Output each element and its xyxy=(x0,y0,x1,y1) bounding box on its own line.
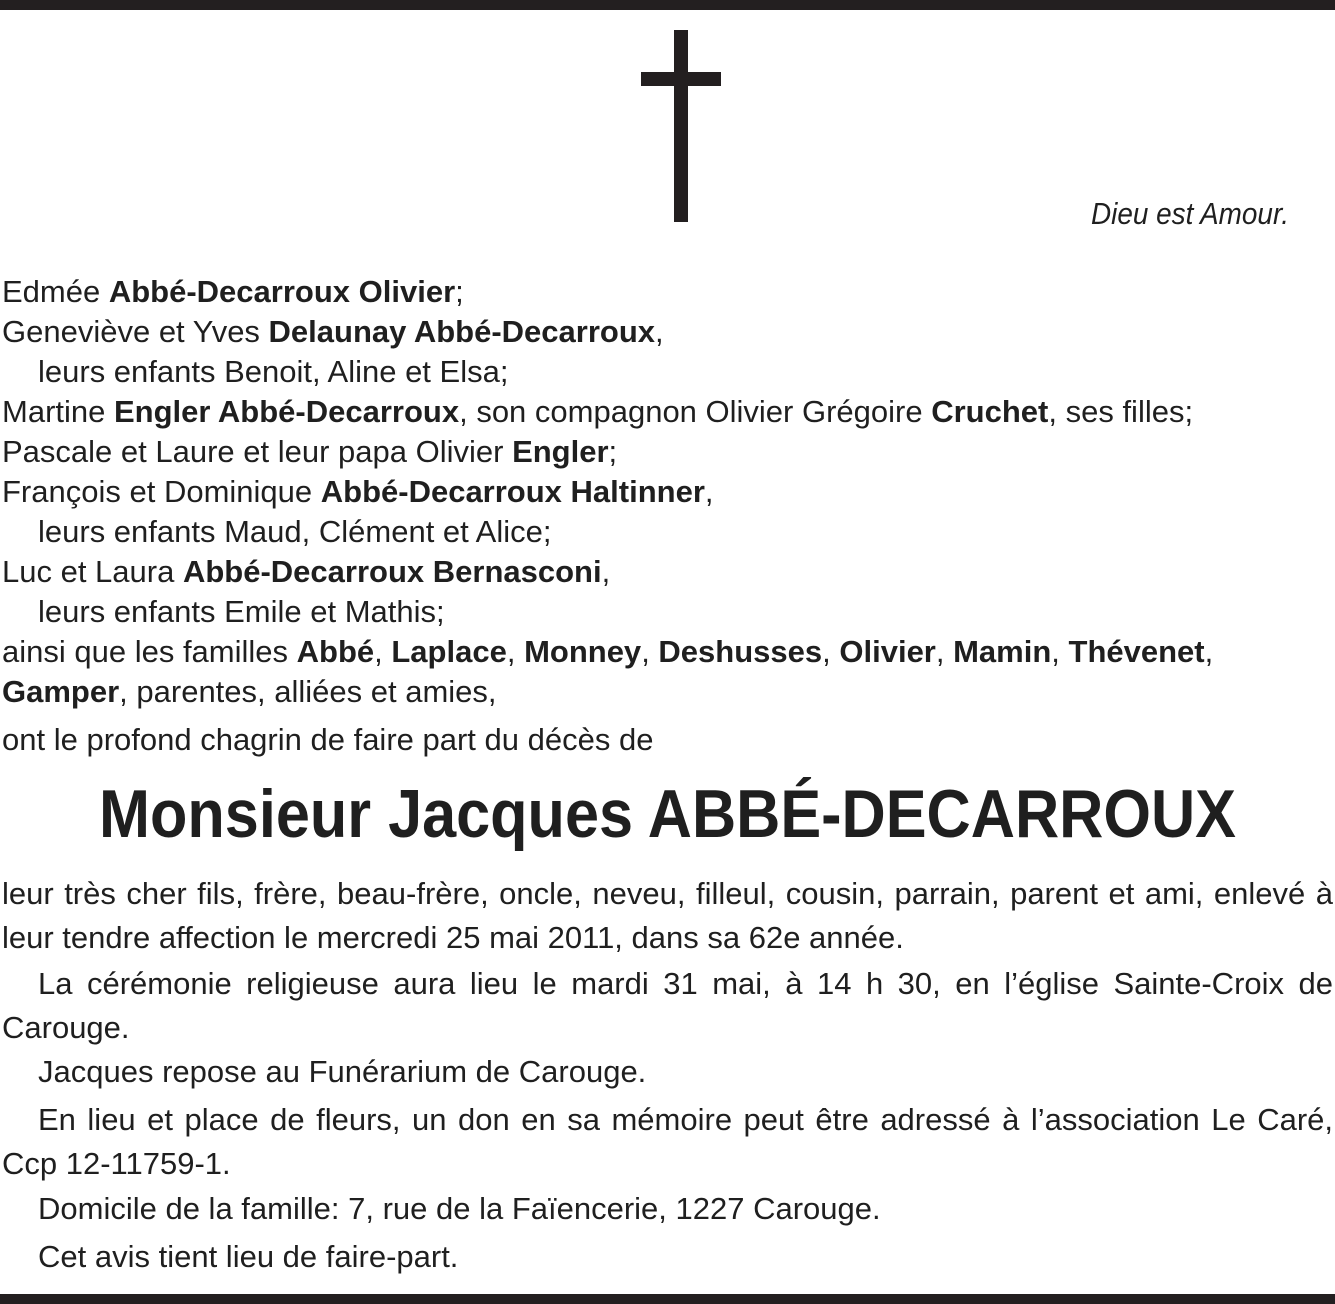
family-line xyxy=(38,592,445,632)
top-rule xyxy=(0,0,1335,10)
family-name: Laplace xyxy=(391,634,507,669)
motto: Dieu est Amour. xyxy=(1091,196,1289,231)
family-name: Abbé-Decarroux Bernasconi xyxy=(182,554,602,589)
family-line xyxy=(2,472,714,512)
family-name: Engler xyxy=(512,434,609,469)
family-text: , xyxy=(655,314,664,349)
family-text: , xyxy=(641,634,659,669)
family-line xyxy=(38,512,551,552)
family-text: , parentes, alliées et amies, xyxy=(119,674,497,709)
domicile-paragraph: Domicile de la famille: 7, rue de la Faïencerie, 1227 Carouge. xyxy=(38,1191,881,1226)
family-name: Cruchet xyxy=(931,394,1049,429)
family-text: Martine xyxy=(2,394,114,429)
deceased-name: Monsieur Jacques ABBÉ-DECARROUX xyxy=(99,776,1236,852)
family-text: François et Dominique xyxy=(2,474,321,509)
family-text: Edmée xyxy=(2,274,109,309)
family-line xyxy=(38,352,508,392)
family-text: , xyxy=(1204,634,1214,669)
family-text: , xyxy=(506,634,525,669)
family-name: Gamper xyxy=(2,674,120,709)
notice-paragraph: Cet avis tient lieu de faire-part. xyxy=(38,1239,459,1274)
family-line xyxy=(2,432,617,472)
family-text: Geneviève et Yves xyxy=(2,314,269,349)
family-text: Luc et Laura xyxy=(2,554,183,589)
family-name: Thévenet xyxy=(1068,634,1205,669)
family-name: Abbé-Decarroux Olivier xyxy=(108,274,456,309)
family-text: leurs enfants Emile et Mathis; xyxy=(38,594,445,629)
family-line xyxy=(2,552,610,592)
donation-paragraph: En lieu et place de fleurs, un don en sa mémoire peut être adressé à l’association Le Caré, Ccp 12-11759-1. xyxy=(2,1102,1333,1181)
family-name: Delaunay Abbé-Decarroux xyxy=(268,314,656,349)
family-text: , ses filles; xyxy=(1048,394,1194,429)
rest-paragraph: Jacques repose au Funérarium de Carouge. xyxy=(38,1054,647,1089)
family-text: , xyxy=(601,554,611,589)
family-text: , xyxy=(374,634,392,669)
ceremony-paragraph: La cérémonie religieuse aura lieu le mardi 31 mai, à 14 h 30, en l’église Sainte-Croix de Carouge. xyxy=(2,966,1333,1045)
family-text: leurs enfants Maud, Clément et Alice; xyxy=(38,514,552,549)
family-name: Olivier xyxy=(839,634,936,669)
family-line xyxy=(2,392,1193,432)
family-name: Deshusses xyxy=(658,634,823,669)
family-text: , xyxy=(822,634,840,669)
family-text: ; xyxy=(608,434,618,469)
relation-paragraph: leur très cher fils, frère, beau-frère, oncle, neveu, filleul, cousin, parrain, parent et ami, enlevé à leur tendre affection le mercredi 25 mai 2011, dans sa 62e année. xyxy=(2,876,1333,955)
family-line xyxy=(2,632,1213,672)
family-name: Abbé xyxy=(296,634,375,669)
family-text: , xyxy=(704,474,714,509)
cross-icon xyxy=(641,30,721,222)
family-line xyxy=(2,272,464,312)
family-text: leurs enfants Benoit, Aline et Elsa; xyxy=(38,354,509,389)
family-name: Abbé-Decarroux Haltinner xyxy=(320,474,705,509)
bottom-rule xyxy=(0,1294,1335,1304)
family-name: Mamin xyxy=(953,634,1052,669)
family-text: Pascale et Laure et leur papa Olivier xyxy=(2,434,513,469)
family-name: Engler Abbé-Decarroux xyxy=(113,394,460,429)
family-line xyxy=(2,312,664,352)
family-line xyxy=(2,672,497,712)
announcement: ont le profond chagrin de faire part du décès de xyxy=(2,722,654,757)
family-text: , xyxy=(935,634,954,669)
family-text: , xyxy=(1051,634,1069,669)
family-text: ; xyxy=(455,274,464,309)
family-text: , son compagnon Olivier Grégoire xyxy=(459,394,932,429)
family-text: ainsi que les familles xyxy=(2,634,297,669)
family-name: Monney xyxy=(524,634,642,669)
